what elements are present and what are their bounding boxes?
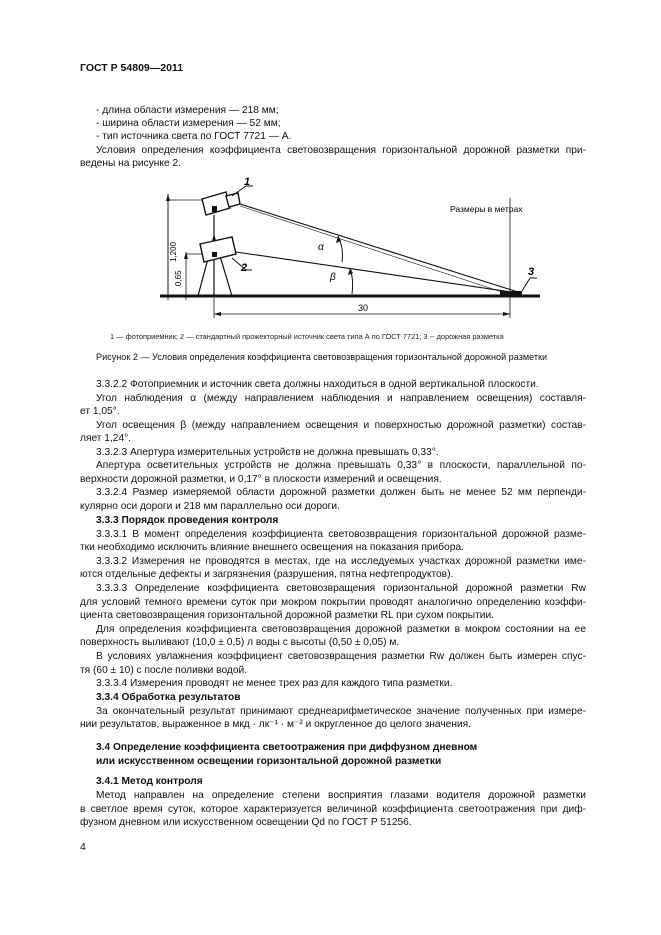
photodetector-icon [202, 192, 240, 215]
callout-3: 3 [528, 266, 535, 278]
figure-caption: Рисунок 2 — Условия определения коэффициента световозвращения горизонтальной дорожной разметки [96, 352, 548, 362]
paragraph-line: для условий темного времени суток при мокром покрытии проводят аналогично определению коэффи- [80, 597, 586, 608]
road-marking [500, 291, 522, 296]
units-note: Размеры в метрах [450, 204, 523, 214]
document-header: ГОСТ Р 54809—2011 [80, 62, 184, 74]
angle-beta-label: β [330, 272, 336, 283]
paragraph-line: ведены на рисунке 2. [80, 158, 181, 169]
list-item: - ширина области измерения — 52 мм; [96, 118, 281, 129]
paragraph-line: 3.3.2.4 Размер измеряемой области дорожной разметки должен быть не менее 52 мм перпенди- [96, 487, 586, 498]
section-heading: 3.3.3 Порядок проведения контроля [96, 515, 279, 526]
callout-1: 1 [244, 176, 251, 188]
paragraph-line: в светлое время суток, которое характеризуется величиной коэффициента светоотражения при диф- [80, 804, 586, 815]
paragraph-line: 3.3.3.2 Измерения не проводятся в местах, где на исследуемых участках дорожной разметки име- [96, 556, 586, 567]
paragraph-line: нии результатов, выраженное в мкд · лк⁻¹ · м⁻² и округленное до целого значения. [80, 719, 471, 730]
list-item: - длина области измерения — 218 мм; [96, 105, 279, 116]
figure-legend: 1 — фотоприемник; 2 — стандартный прожекторный источник света типа А по ГОСТ 7721; 3 -- дорожная разметка [110, 332, 504, 341]
paragraph-line: ет 1,05°. [80, 406, 120, 417]
paragraph-line: тки необходимо исключить влияние внешнего освещения на показания прибора. [80, 542, 464, 553]
paragraph-line: 3.3.3.3 Определение коэффициента световозвращения горизонтальной дорожной разметки Rw [96, 583, 586, 594]
figure-2-diagram [0, 0, 661, 345]
paragraph-line: 3.3.2.2 Фотоприемник и источник света должны находиться в одной вертикальной плоскости. [96, 379, 539, 390]
paragraph-line: поверхность выливают (10,0 ± 0,5) л воды с высоты (0,50 ± 0,05) м. [80, 637, 400, 648]
dimension-label: 0,65 [174, 270, 183, 286]
paragraph-line: тя (60 ± 10) с после поливки водой. [80, 665, 248, 676]
paragraph-line: В условиях увлажнения коэффициент световозвращения разметки Rw должен быть измерен спус- [96, 651, 586, 662]
paragraph-line: Апертура осветительных устройств не должна превышать 0,33° в плоскости, параллельной по- [96, 460, 586, 471]
angle-alpha-label: α [318, 242, 324, 253]
paragraph-line: 3.3.3.4 Измерения проводят не менее трех раз для каждого типа разметки. [96, 678, 453, 689]
paragraph-line: Метод направлен на определение степени восприятия глазами водителя дорожной разметки [96, 790, 586, 801]
paragraph-line: циента световозвращения горизонтальной дорожной разметки RL при сухом покрытии. [80, 610, 494, 621]
light-source-icon [200, 237, 236, 262]
paragraph-line: ются отдельные дефекты и загрязнения (разрушения, пятна нефтепродуктов). [80, 569, 454, 580]
paragraph-line: Угол наблюдения α (между направлением наблюдения и направлением освещения) составля- [96, 393, 586, 404]
dimension-label: 1,200 [169, 241, 178, 262]
section-heading: или искусственном освещении горизонтальной дорожной разметки [96, 756, 442, 767]
subsection-heading: 3.4.1 Метод контроля [96, 776, 203, 787]
page-number: 4 [80, 841, 86, 853]
paragraph-line: ляет 1,24°. [80, 433, 132, 444]
paragraph-line: верхности дорожной разметки, и 0,17° в плоскости измерений и освещения. [80, 474, 442, 485]
callout-2: 2 [241, 262, 248, 274]
paragraph-line: 3.3.2.3 Апертура измерительных устройств не должна превышать 0,33°. [96, 447, 439, 458]
paragraph-line: Условия определения коэффициента световозвращения горизонтальной дорожной разметки при- [96, 145, 586, 156]
paragraph-line: Угол освещения β (между направлением освещения и поверхностью дорожной разметки) состав- [96, 420, 586, 431]
paragraph-line: фузном дневном или искусственном освещении Qd по ГОСТ Р 51256. [80, 817, 412, 828]
paragraph-line: 3.3.3.1 В момент определения коэффициента световозвращения горизонтальной дорожной разме- [96, 529, 586, 540]
paragraph-line: За окончательный результат принимают среднеарифметическое значение полученных при измере- [96, 706, 586, 717]
section-heading: 3.3.4 Обработка результатов [96, 692, 241, 703]
list-item: - тип источника света по ГОСТ 7721 — А. [96, 131, 292, 142]
dimension-label: 30 [358, 303, 369, 313]
paragraph-line: кулярно оси дороги и 218 мм параллельно оси дороги. [80, 501, 340, 512]
paragraph-line: Для определения коэффициента световозвращения дорожной разметки в мокром состоянии на ее [96, 624, 586, 635]
section-heading: 3.4 Определение коэффициента светоотражения при диффузном дневном [96, 742, 478, 753]
